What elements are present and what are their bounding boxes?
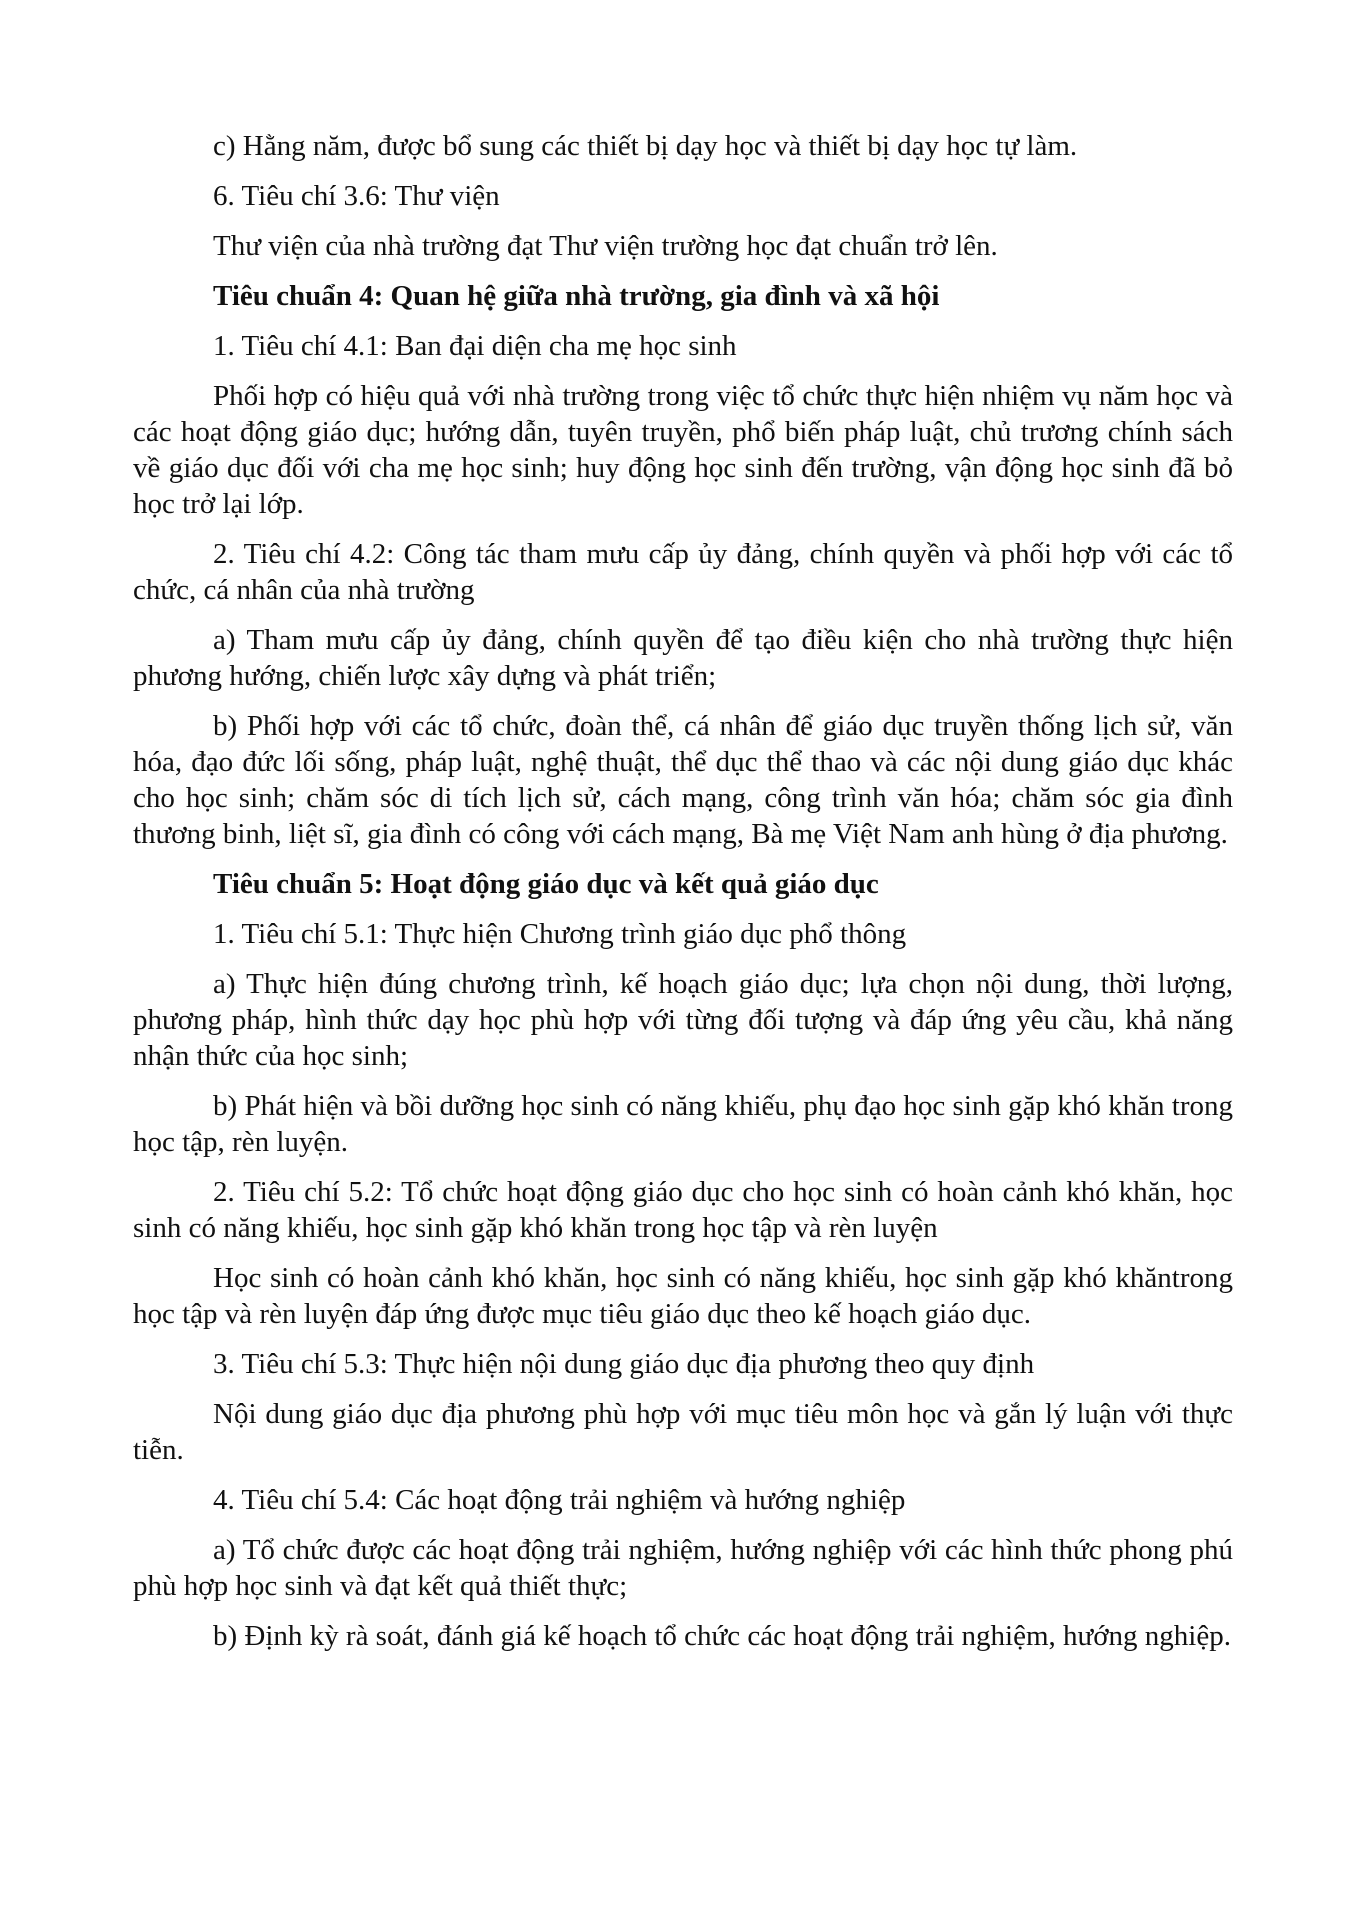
paragraph-5-2: Học sinh có hoàn cảnh khó khăn, học sinh có năng khiếu, học sinh gặp khó khăntrong học tập và rèn luyện đáp ứng được mục tiêu giáo dục theo kế hoạch giáo dục. — [133, 1262, 1233, 1330]
paragraph-5-1b: b) Phát hiện và bồi dưỡng học sinh có năng khiếu, phụ đạo học sinh gặp khó khăn trong học tập, rèn luyện. — [133, 1090, 1233, 1158]
paragraph-5-4b: b) Định kỳ rà soát, đánh giá kế hoạch tổ chức các hoạt động trải nghiệm, hướng nghiệp. — [213, 1620, 1231, 1652]
criterion-5-1-heading: 1. Tiêu chí 5.1: Thực hiện Chương trình giáo dục phổ thông — [213, 918, 907, 950]
paragraph-4-1: Phối hợp có hiệu quả với nhà trường trong việc tổ chức thực hiện nhiệm vụ năm học và các hoạt động giáo dục; hướng dẫn, tuyên truyền, phổ biến pháp luật, chủ trương chính sách về giáo dục đối với cha mẹ học sinh; huy động học sinh đến trường, vận động học sinh đã bỏ học trở lại lớp. — [133, 380, 1233, 520]
criterion-4-1-heading: 1. Tiêu chí 4.1: Ban đại diện cha mẹ học sinh — [213, 330, 737, 362]
paragraph-5-4a: a) Tổ chức được các hoạt động trải nghiệm, hướng nghiệp với các hình thức phong phú phù hợp học sinh và đạt kết quả thiết thực; — [133, 1534, 1233, 1602]
standard-4-heading: Tiêu chuẩn 4: Quan hệ giữa nhà trường, gia đình và xã hội — [213, 280, 940, 312]
document-page — [133, 128, 1233, 1668]
criterion-4-2-heading: 2. Tiêu chí 4.2: Công tác tham mưu cấp ủy đảng, chính quyền và phối hợp với các tổ chức, cá nhân của nhà trường — [133, 538, 1233, 606]
standard-5-heading: Tiêu chuẩn 5: Hoạt động giáo dục và kết quả giáo dục — [213, 868, 879, 900]
criterion-3-6-heading: 6. Tiêu chí 3.6: Thư viện — [213, 180, 500, 212]
paragraph-3-6: Thư viện của nhà trường đạt Thư viện trường học đạt chuẩn trở lên. — [213, 230, 998, 262]
paragraph-4-2a: a) Tham mưu cấp ủy đảng, chính quyền để tạo điều kiện cho nhà trường thực hiện phương hướng, chiến lược xây dựng và phát triển; — [133, 624, 1233, 692]
paragraph-3-5c: c) Hằng năm, được bổ sung các thiết bị dạy học và thiết bị dạy học tự làm. — [213, 130, 1078, 162]
paragraph-5-1a: a) Thực hiện đúng chương trình, kế hoạch giáo dục; lựa chọn nội dung, thời lượng, phương pháp, hình thức dạy học phù hợp với từng đối tượng và đáp ứng yêu cầu, khả năng nhận thức của học sinh; — [133, 968, 1233, 1072]
paragraph-4-2b: b) Phối hợp với các tổ chức, đoàn thể, cá nhân để giáo dục truyền thống lịch sử, văn hóa, đạo đức lối sống, pháp luật, nghệ thuật, thể dục thể thao và các nội dung giáo dục khác cho học sinh; chăm sóc di tích lịch sử, cách mạng, công trình văn hóa; chăm sóc gia đình thương binh, liệt sĩ, gia đình có công với cách mạng, Bà mẹ Việt Nam anh hùng ở địa phương. — [133, 710, 1233, 850]
criterion-5-3-heading: 3. Tiêu chí 5.3: Thực hiện nội dung giáo dục địa phương theo quy định — [213, 1348, 1035, 1380]
criterion-5-4-heading: 4. Tiêu chí 5.4: Các hoạt động trải nghiệm và hướng nghiệp — [213, 1484, 906, 1516]
criterion-5-2-heading: 2. Tiêu chí 5.2: Tổ chức hoạt động giáo dục cho học sinh có hoàn cảnh khó khăn, học sinh có năng khiếu, học sinh gặp khó khăn trong học tập và rèn luyện — [133, 1176, 1233, 1244]
paragraph-5-3: Nội dung giáo dục địa phương phù hợp với mục tiêu môn học và gắn lý luận với thực tiễn. — [133, 1398, 1233, 1466]
